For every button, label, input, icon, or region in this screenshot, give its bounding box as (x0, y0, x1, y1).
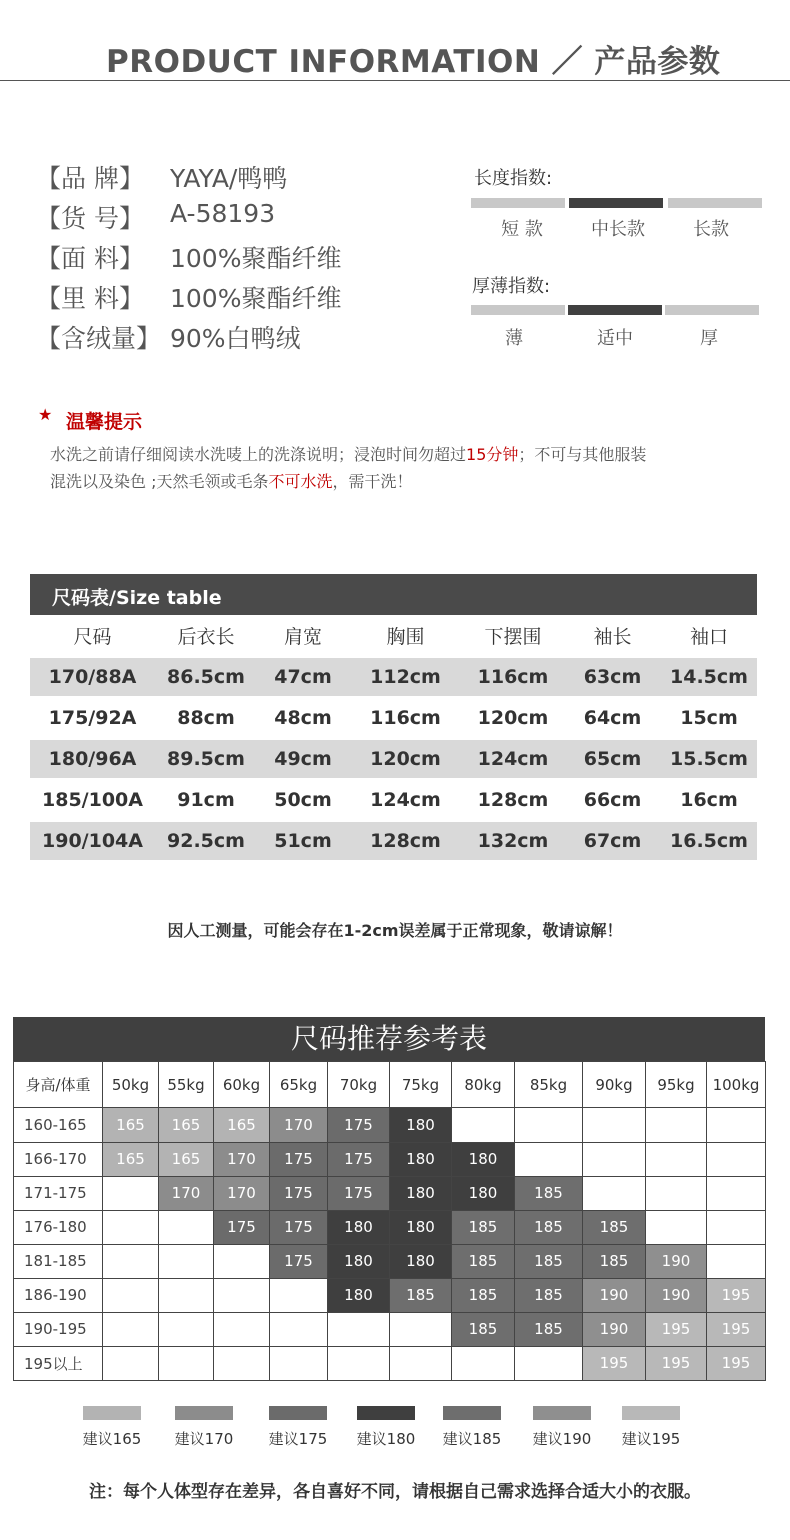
grid-cell (390, 1312, 452, 1346)
grid-cell: 185 (452, 1278, 515, 1312)
length-index-option: 中长款 (591, 219, 645, 240)
length-index-bar (471, 198, 565, 208)
grid-cell (214, 1244, 270, 1278)
grid-cell (390, 1346, 452, 1380)
info-key: 【面 料】 (36, 244, 144, 273)
grid-cell: 175 (328, 1176, 390, 1210)
size-table-cell: 128cm (477, 789, 549, 811)
tips-text: 水洗之前请仔细阅读水洗唛上的洗涤说明；浸泡时间勿超过 (50, 445, 467, 464)
info-value: 100%聚酯纤维 (170, 244, 342, 273)
grid-cell (159, 1346, 214, 1380)
weight-header: 100kg (707, 1062, 766, 1108)
length-index-bar (569, 198, 663, 208)
thickness-index-bar (471, 305, 565, 315)
size-table-cell: 14.5cm (670, 666, 748, 688)
legend-swatch (533, 1406, 591, 1420)
column-header: 后衣长 (177, 626, 235, 648)
weight-header: 55kg (159, 1062, 214, 1108)
weight-header: 60kg (214, 1062, 270, 1108)
grid-cell (646, 1176, 707, 1210)
grid-cell: 180 (452, 1176, 515, 1210)
grid-cell: 175 (328, 1108, 390, 1142)
size-table-cell: 86.5cm (167, 666, 245, 688)
column-header: 袖长 (593, 626, 632, 648)
grid-cell: 175 (270, 1176, 328, 1210)
grid-cell (103, 1346, 159, 1380)
column-header: 胸围 (386, 626, 425, 648)
size-table-row (30, 740, 757, 778)
grid-cell: 170 (159, 1176, 214, 1210)
weight-header: 75kg (390, 1062, 452, 1108)
grid-cell (270, 1278, 328, 1312)
size-table-header (30, 574, 757, 615)
weight-header: 90kg (583, 1062, 646, 1108)
info-key: 【里 料】 (36, 284, 144, 313)
grid-cell: 195 (707, 1278, 766, 1312)
info-value: 90%白鸭绒 (170, 324, 301, 353)
height-label: 160-165 (14, 1108, 103, 1142)
info-value: YAYA/鸭鸭 (170, 164, 288, 193)
grid-cell: 165 (159, 1142, 214, 1176)
column-header: 下摆围 (484, 626, 542, 648)
tips-title: 温馨提示 (66, 411, 143, 433)
weight-header: 70kg (328, 1062, 390, 1108)
size-table-row (30, 699, 757, 737)
thickness-index-bar (568, 305, 662, 315)
grid-cell: 175 (214, 1210, 270, 1244)
size-table-row (30, 781, 757, 819)
thickness-index-title: 厚薄指数: (472, 276, 551, 297)
grid-cell (103, 1278, 159, 1312)
legend-swatch (175, 1406, 233, 1420)
column-header: 尺码 (73, 626, 112, 648)
measurement-note: 因人工测量，可能会存在1-2cm误差属于正常现象，敬请谅解！ (167, 921, 623, 940)
size-table-cell: 190/104A (42, 830, 143, 852)
size-table-cell: 120cm (477, 707, 549, 729)
grid-cell: 175 (270, 1244, 328, 1278)
grid-cell: 185 (452, 1244, 515, 1278)
grid-row (14, 1176, 766, 1210)
tips-text: ；不可与其他服装 (518, 445, 647, 464)
legend-item (346, 1406, 426, 1449)
grid-cell: 185 (390, 1278, 452, 1312)
legend-label: 建议175 (268, 1430, 328, 1448)
legend-item (432, 1406, 512, 1449)
grid-cell: 185 (515, 1312, 583, 1346)
grid-cell (707, 1142, 766, 1176)
grid-cell: 185 (452, 1312, 515, 1346)
weight-header: 95kg (646, 1062, 707, 1108)
grid-cell (646, 1142, 707, 1176)
grid-cell: 180 (328, 1210, 390, 1244)
grid-corner-label: 身高/体重 (14, 1062, 103, 1108)
grid-cell: 175 (270, 1142, 328, 1176)
grid-cell (707, 1108, 766, 1142)
grid-cell: 180 (390, 1244, 452, 1278)
size-table-cell: 120cm (370, 748, 441, 770)
grid-cell: 165 (214, 1108, 270, 1142)
size-table-cell: 63cm (583, 666, 642, 688)
grid-cell (270, 1346, 328, 1380)
grid-cell (103, 1312, 159, 1346)
size-table-cell: 91cm (177, 789, 235, 811)
grid-cell (583, 1108, 646, 1142)
info-value: A-58193 (170, 199, 276, 228)
size-table-cell: 88cm (177, 707, 235, 729)
size-table-cell: 132cm (477, 830, 549, 852)
column-header: 袖口 (689, 626, 728, 648)
length-index-option: 长款 (693, 219, 729, 240)
tips-text: 混洗以及染色 ;天然毛领或毛条 (50, 472, 269, 491)
size-table-cell: 112cm (370, 666, 441, 688)
grid-cell (707, 1244, 766, 1278)
thickness-index-option: 厚 (700, 328, 718, 349)
grid-cell: 180 (390, 1176, 452, 1210)
height-label: 186-190 (14, 1278, 103, 1312)
info-key: 【品 牌】 (36, 164, 144, 193)
grid-cell (707, 1176, 766, 1210)
grid-cell: 185 (583, 1210, 646, 1244)
size-table-cell: 124cm (370, 789, 441, 811)
legend-item (522, 1406, 602, 1449)
legend-swatch (443, 1406, 501, 1420)
grid-cell (103, 1210, 159, 1244)
grid-cell (515, 1142, 583, 1176)
grid-cell (103, 1244, 159, 1278)
thickness-index-bar (665, 305, 759, 315)
size-table-cell: 92.5cm (167, 830, 245, 852)
size-table-cell: 16cm (680, 789, 738, 811)
grid-cell: 195 (707, 1346, 766, 1380)
size-table-cell: 47cm (274, 666, 332, 688)
info-value: 100%聚酯纤维 (170, 284, 342, 313)
length-index-option: 短 款 (501, 219, 543, 240)
size-table-cell: 15cm (680, 707, 738, 729)
size-table-row (30, 658, 757, 696)
grid-cell (515, 1346, 583, 1380)
size-table-cell: 15.5cm (670, 748, 748, 770)
size-table-cell: 67cm (583, 830, 642, 852)
size-table-cell: 50cm (274, 789, 332, 811)
info-key: 【货 号】 (36, 204, 144, 233)
weight-header: 65kg (270, 1062, 328, 1108)
size-table-cell: 175/92A (48, 707, 137, 729)
size-table-cell: 49cm (274, 748, 332, 770)
tips-line-2 (50, 469, 413, 492)
size-table-cell: 124cm (477, 748, 549, 770)
grid-cell: 170 (214, 1142, 270, 1176)
grid-row (14, 1278, 766, 1312)
grid-cell: 190 (646, 1278, 707, 1312)
height-label: 166-170 (14, 1142, 103, 1176)
grid-cell (103, 1176, 159, 1210)
weight-header: 50kg (103, 1062, 159, 1108)
grid-cell (707, 1210, 766, 1244)
grid-cell: 195 (707, 1312, 766, 1346)
legend-swatch (622, 1406, 680, 1420)
grid-cell: 190 (583, 1312, 646, 1346)
grid-cell (270, 1312, 328, 1346)
grid-cell (452, 1108, 515, 1142)
grid-header-row (14, 1062, 766, 1108)
tips-text: ，需干洗！ (332, 472, 413, 491)
tips-highlight: 不可水洗 (268, 472, 333, 491)
size-table-cell: 116cm (477, 666, 549, 688)
legend-item (611, 1406, 691, 1449)
recommendation-grid (13, 1061, 766, 1381)
grid-cell (159, 1210, 214, 1244)
grid-cell (159, 1244, 214, 1278)
weight-header: 85kg (515, 1062, 583, 1108)
size-table-cell: 51cm (274, 830, 332, 852)
grid-cell: 185 (583, 1244, 646, 1278)
grid-cell (214, 1346, 270, 1380)
height-label: 190-195 (14, 1312, 103, 1346)
size-table-cell: 180/96A (48, 748, 137, 770)
grid-cell: 185 (515, 1244, 583, 1278)
size-table-cell: 48cm (274, 707, 332, 729)
grid-cell (583, 1176, 646, 1210)
grid-cell (328, 1312, 390, 1346)
page-title: PRODUCT INFORMATION ／ 产品参数 (106, 44, 721, 80)
legend-swatch (357, 1406, 415, 1420)
size-table-cell: 66cm (583, 789, 642, 811)
grid-cell: 175 (270, 1210, 328, 1244)
thickness-index-option: 适中 (597, 328, 633, 349)
grid-cell (583, 1142, 646, 1176)
size-table-cell: 170/88A (48, 666, 137, 688)
grid-cell: 175 (328, 1142, 390, 1176)
grid-cell: 190 (583, 1278, 646, 1312)
grid-cell: 185 (515, 1210, 583, 1244)
grid-cell: 170 (214, 1176, 270, 1210)
grid-cell (646, 1210, 707, 1244)
grid-cell: 180 (390, 1210, 452, 1244)
tips-line-1 (50, 442, 646, 465)
grid-cell (328, 1346, 390, 1380)
grid-cell: 180 (328, 1278, 390, 1312)
height-label: 171-175 (14, 1176, 103, 1210)
grid-cell (452, 1346, 515, 1380)
grid-row (14, 1142, 766, 1176)
size-table-cell: 128cm (370, 830, 441, 852)
size-table-cell: 65cm (583, 748, 642, 770)
height-label: 176-180 (14, 1210, 103, 1244)
grid-cell: 165 (159, 1108, 214, 1142)
legend-label: 建议170 (174, 1430, 234, 1448)
legend-item (258, 1406, 338, 1449)
grid-row (14, 1210, 766, 1244)
length-index-title: 长度指数: (474, 168, 553, 189)
size-table-cell: 89.5cm (167, 748, 245, 770)
grid-cell: 180 (328, 1244, 390, 1278)
size-table-cell: 116cm (370, 707, 441, 729)
legend-swatch (83, 1406, 141, 1420)
grid-cell: 165 (103, 1142, 159, 1176)
grid-cell: 180 (390, 1108, 452, 1142)
grid-cell (214, 1278, 270, 1312)
grid-cell: 185 (515, 1176, 583, 1210)
grid-cell: 195 (583, 1346, 646, 1380)
height-label: 181-185 (14, 1244, 103, 1278)
thickness-index-option: 薄 (505, 328, 523, 349)
legend-item (72, 1406, 152, 1449)
header-divider (0, 80, 790, 81)
legend-label: 建议195 (621, 1430, 681, 1448)
grid-cell: 185 (452, 1210, 515, 1244)
grid-cell: 195 (646, 1346, 707, 1380)
weight-header: 80kg (452, 1062, 515, 1108)
grid-cell: 170 (270, 1108, 328, 1142)
grid-cell: 195 (646, 1312, 707, 1346)
size-table-title: 尺码表/Size table (52, 587, 222, 609)
grid-cell (214, 1312, 270, 1346)
recommendation-title: 尺码推荐参考表 (13, 1017, 765, 1061)
legend-label: 建议185 (442, 1430, 502, 1448)
legend-item (164, 1406, 244, 1449)
grid-cell (646, 1108, 707, 1142)
length-index-bar (668, 198, 762, 208)
height-label: 195以上 (14, 1346, 103, 1380)
grid-cell (159, 1312, 214, 1346)
grid-row (14, 1346, 766, 1380)
star-icon: ★ (38, 405, 53, 424)
size-table-cell: 185/100A (42, 789, 143, 811)
size-table-cell: 16.5cm (670, 830, 748, 852)
tips-highlight: 15分钟 (466, 445, 519, 464)
size-table-column-headers (30, 618, 757, 656)
legend-label: 建议190 (532, 1430, 592, 1448)
grid-row (14, 1312, 766, 1346)
grid-cell: 180 (390, 1142, 452, 1176)
legend-label: 建议180 (356, 1430, 416, 1448)
grid-cell: 165 (103, 1108, 159, 1142)
size-table-cell: 64cm (583, 707, 642, 729)
legend-label: 建议165 (82, 1430, 142, 1448)
grid-row (14, 1244, 766, 1278)
grid-cell: 180 (452, 1142, 515, 1176)
grid-cell: 185 (515, 1278, 583, 1312)
grid-cell: 190 (646, 1244, 707, 1278)
grid-cell (159, 1278, 214, 1312)
legend-swatch (269, 1406, 327, 1420)
footer-note: 注：每个人体型存在差异，各自喜好不同，请根据自己需求选择合适大小的衣服。 (89, 1482, 701, 1502)
grid-row (14, 1108, 766, 1142)
info-key: 【含绒量】 (36, 324, 162, 353)
size-table-row (30, 822, 757, 860)
grid-cell (515, 1108, 583, 1142)
column-header: 肩宽 (283, 626, 322, 648)
